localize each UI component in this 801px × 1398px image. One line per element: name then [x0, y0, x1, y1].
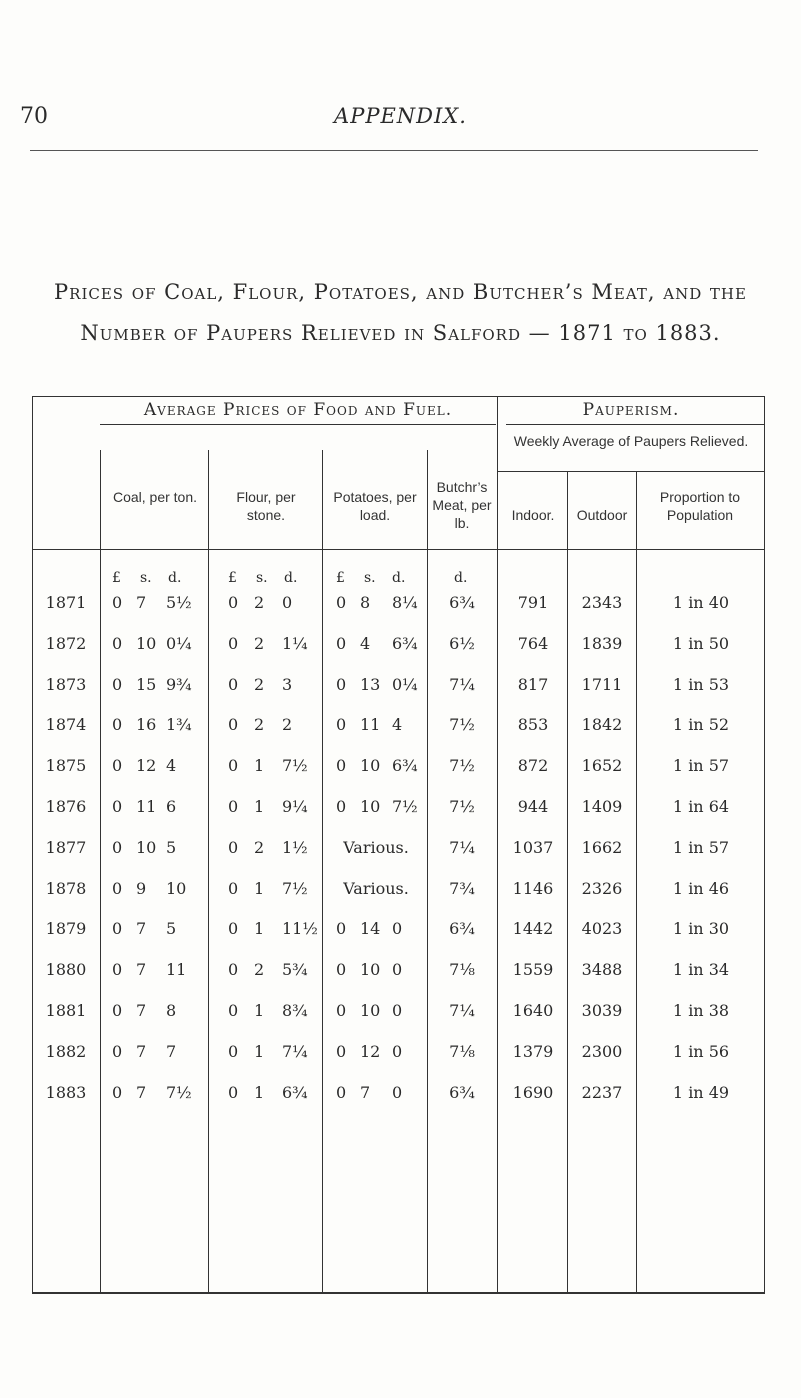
cell-proportion: 1 in 57 [672, 837, 730, 857]
cell-coal-0: 0 [112, 674, 123, 694]
cell-coal-0: 0 [112, 715, 123, 735]
cell-meat: 7⅛ [449, 960, 475, 980]
cell-coal-1: 7 [136, 1082, 147, 1102]
table-row [0, 960, 801, 1000]
cell-proportion: 1 in 56 [672, 1041, 730, 1061]
cell-year: 1877 [45, 837, 87, 857]
pauperism-group-rule [506, 424, 764, 425]
meat-unit-pence: d. [454, 570, 468, 586]
cell-coal-0: 0 [112, 960, 123, 980]
cell-flour-0: 0 [228, 837, 239, 857]
cell-potatoes-1: 10 [360, 960, 381, 980]
cell-potatoes-1: 10 [360, 1001, 381, 1020]
cell-flour-1: 2 [254, 715, 265, 735]
weekly-average-header: Weekly Average of Paupers Relieved. [513, 433, 749, 449]
cell-meat: 7½ [449, 715, 475, 735]
cell-year: 1871 [45, 593, 87, 612]
cell-proportion: 1 in 53 [672, 674, 730, 694]
cell-meat: 7¼ [449, 1001, 475, 1020]
cell-indoor: 1640 [512, 1001, 554, 1020]
cell-potatoes-2: 4 [392, 715, 403, 735]
cell-potatoes-1: 13 [360, 674, 381, 694]
table-row [0, 797, 801, 837]
cell-year: 1873 [45, 674, 87, 694]
cell-potatoes-0: 0 [336, 674, 347, 694]
cell-meat: 7½ [449, 797, 475, 816]
cell-coal-0: 0 [112, 878, 123, 898]
cell-potatoes-0: 0 [336, 797, 347, 816]
cell-flour-1: 1 [254, 797, 265, 816]
cell-flour-2: 11½ [282, 919, 318, 939]
header-rule [30, 150, 758, 151]
meat-header: Butchr’s Meat, per lb. [432, 479, 492, 531]
cell-flour-2: 7½ [282, 756, 308, 776]
cell-outdoor: 1409 [581, 797, 623, 816]
table-row [0, 879, 801, 919]
cell-flour-1: 2 [254, 633, 265, 653]
cell-potatoes-1: 4 [360, 633, 371, 653]
cell-meat: 6¾ [449, 1082, 475, 1102]
cell-flour-0: 0 [228, 797, 239, 816]
cell-indoor: 1690 [512, 1082, 554, 1102]
cell-meat: 6¾ [449, 919, 475, 939]
cell-flour-1: 1 [254, 1001, 265, 1020]
cell-indoor: 872 [517, 756, 549, 776]
cell-flour-2: 1¼ [282, 633, 308, 653]
cell-meat: 7½ [449, 756, 475, 776]
cell-flour-1: 2 [254, 674, 265, 694]
cell-potatoes-0: 0 [336, 593, 347, 612]
cell-year: 1879 [45, 919, 87, 939]
flour-unit-shillings: s. [256, 570, 268, 586]
cell-coal-0: 0 [112, 633, 123, 653]
cell-indoor: 1146 [512, 878, 554, 898]
cell-indoor: 1379 [512, 1041, 554, 1061]
cell-potatoes-0: 0 [336, 1082, 347, 1102]
cell-coal-1: 7 [136, 960, 147, 980]
cell-meat: 7¼ [449, 837, 475, 857]
cell-flour-0: 0 [228, 1041, 239, 1061]
cell-coal-0: 0 [112, 1001, 123, 1020]
cell-flour-0: 0 [228, 756, 239, 776]
cell-proportion: 1 in 57 [672, 756, 730, 776]
cell-potatoes-2: 0 [392, 960, 403, 980]
cell-proportion: 1 in 52 [672, 715, 730, 735]
cell-potatoes-2: 0¼ [392, 674, 418, 694]
cell-coal-1: 15 [136, 674, 157, 694]
cell-flour-0: 0 [228, 1082, 239, 1102]
cell-potatoes-1: 14 [360, 919, 381, 939]
cell-potatoes-2: 6¾ [392, 633, 418, 653]
cell-coal-0: 0 [112, 919, 123, 939]
cell-outdoor: 1662 [581, 837, 623, 857]
cell-potatoes-1: 10 [360, 797, 381, 816]
outdoor-header: Outdoor [576, 507, 628, 523]
cell-flour-0: 0 [228, 593, 239, 612]
cell-coal-2: 5 [166, 919, 177, 939]
cell-potatoes-2: 0 [392, 919, 403, 939]
cell-potatoes-1: 10 [360, 756, 381, 776]
cell-outdoor: 4023 [581, 919, 623, 939]
cell-potatoes-1: 8 [360, 593, 371, 612]
cell-potatoes-0: 0 [336, 633, 347, 653]
table-row [0, 838, 801, 878]
cell-proportion: 1 in 49 [672, 1082, 730, 1102]
cell-coal-2: 11 [166, 960, 187, 980]
cell-flour-2: 5¾ [282, 960, 308, 980]
cell-proportion: 1 in 38 [672, 1001, 730, 1020]
cell-flour-2: 6¾ [282, 1082, 308, 1102]
cell-coal-1: 7 [136, 1041, 147, 1061]
cell-flour-1: 2 [254, 837, 265, 857]
cell-potatoes-1: 11 [360, 715, 381, 735]
cell-potatoes-2: 0 [392, 1082, 403, 1102]
cell-coal-1: 9 [136, 878, 147, 898]
cell-flour-1: 1 [254, 1082, 265, 1102]
cell-meat: 6¾ [449, 593, 475, 612]
cell-coal-2: 1¾ [166, 715, 192, 735]
cell-year: 1882 [45, 1041, 87, 1061]
cell-coal-1: 7 [136, 1001, 147, 1020]
cell-potatoes-1: 12 [360, 1041, 381, 1061]
cell-flour-1: 2 [254, 960, 265, 980]
table-row [0, 1083, 801, 1123]
cell-year: 1876 [45, 797, 87, 816]
flour-unit-pounds: £ [228, 570, 237, 586]
cell-proportion: 1 in 46 [672, 878, 730, 898]
table-row [0, 715, 801, 755]
cell-year: 1874 [45, 715, 87, 735]
cell-year: 1880 [45, 960, 87, 980]
cell-coal-1: 10 [136, 837, 157, 857]
cell-meat: 7¾ [449, 878, 475, 898]
cell-flour-0: 0 [228, 633, 239, 653]
cell-year: 1883 [45, 1082, 87, 1102]
cell-coal-0: 0 [112, 593, 123, 612]
table-bottom-rule [32, 1292, 765, 1294]
potatoes-unit-pence: d. [392, 570, 406, 586]
cell-flour-2: 8¾ [282, 1001, 308, 1020]
cell-year: 1875 [45, 756, 87, 776]
table-row [0, 1001, 801, 1041]
cell-indoor: 1037 [512, 837, 554, 857]
cell-outdoor: 3039 [581, 1001, 623, 1020]
cell-potatoes-0: 0 [336, 1001, 347, 1020]
cell-proportion: 1 in 50 [672, 633, 730, 653]
cell-coal-2: 7 [166, 1041, 177, 1061]
cell-proportion: 1 in 30 [672, 919, 730, 939]
cell-potatoes-2: 0 [392, 1001, 403, 1020]
cell-potatoes-2: 6¾ [392, 756, 418, 776]
cell-potatoes-1: 7 [360, 1082, 371, 1102]
cell-flour-1: 1 [254, 756, 265, 776]
coal-unit-shillings: s. [140, 570, 152, 586]
cell-flour-0: 0 [228, 674, 239, 694]
cell-coal-2: 9¾ [166, 674, 192, 694]
cell-flour-2: 7½ [282, 878, 308, 898]
table-title-line-1: Prices of Coal, Flour, Potatoes, and Butcher’s Meat, and the [54, 280, 747, 304]
cell-indoor: 764 [517, 633, 549, 653]
weekly-average-rule [498, 471, 764, 472]
cell-indoor: 1559 [512, 960, 554, 980]
cell-potatoes-2: 7½ [392, 797, 418, 816]
cell-meat: 6½ [449, 633, 475, 653]
coal-unit-pounds: £ [112, 570, 121, 586]
cell-flour-2: 3 [282, 674, 293, 694]
cell-flour-0: 0 [228, 1001, 239, 1020]
cell-indoor: 944 [517, 797, 549, 816]
cell-coal-0: 0 [112, 756, 123, 776]
cell-coal-0: 0 [112, 1041, 123, 1061]
table-title-line-2: Number of Paupers Relieved in Salford — 1871 to 1883. [80, 321, 721, 345]
cell-outdoor: 2237 [581, 1082, 623, 1102]
coal-header: Coal, per ton. [112, 489, 198, 505]
cell-coal-2: 6 [166, 797, 177, 816]
cell-flour-0: 0 [228, 715, 239, 735]
potatoes-unit-shillings: s. [364, 570, 376, 586]
cell-potatoes-various: Various. [343, 837, 409, 857]
cell-outdoor: 1839 [581, 633, 623, 653]
cell-potatoes-0: 0 [336, 715, 347, 735]
cell-proportion: 1 in 40 [672, 593, 730, 612]
cell-indoor: 853 [517, 715, 549, 735]
cell-proportion: 1 in 64 [672, 797, 730, 816]
cell-coal-1: 10 [136, 633, 157, 653]
cell-coal-0: 0 [112, 837, 123, 857]
cell-coal-1: 16 [136, 715, 157, 735]
cell-potatoes-0: 0 [336, 1041, 347, 1061]
cell-coal-2: 10 [166, 878, 187, 898]
cell-potatoes-0: 0 [336, 756, 347, 776]
cell-outdoor: 1842 [581, 715, 623, 735]
cell-indoor: 817 [517, 674, 549, 694]
cell-coal-2: 0¼ [166, 633, 192, 653]
coal-unit-pence: d. [168, 570, 182, 586]
table-row [0, 1042, 801, 1082]
potatoes-unit-pounds: £ [336, 570, 345, 586]
cell-flour-2: 9¼ [282, 797, 308, 816]
cell-flour-1: 2 [254, 593, 265, 612]
cell-coal-2: 4 [166, 756, 177, 776]
cell-flour-2: 2 [282, 715, 293, 735]
flour-unit-pence: d. [284, 570, 298, 586]
cell-meat: 7⅛ [449, 1041, 475, 1061]
table-row [0, 756, 801, 796]
proportion-header: Proportion to Population [659, 489, 741, 523]
cell-flour-0: 0 [228, 960, 239, 980]
cell-flour-0: 0 [228, 919, 239, 939]
cell-outdoor: 1652 [581, 756, 623, 776]
prices-group-rule [100, 424, 496, 425]
table-top-rule [32, 396, 765, 397]
prices-group-header: Average Prices of Food and Fuel. [143, 400, 453, 420]
indoor-header: Indoor. [511, 507, 555, 523]
cell-potatoes-2: 0 [392, 1041, 403, 1061]
cell-coal-0: 0 [112, 1082, 123, 1102]
cell-outdoor: 1711 [581, 674, 623, 694]
cell-outdoor: 2343 [581, 593, 623, 612]
cell-year: 1878 [45, 878, 87, 898]
cell-coal-1: 12 [136, 756, 157, 776]
table-row [0, 634, 801, 674]
cell-coal-2: 7½ [166, 1082, 192, 1102]
cell-indoor: 1442 [512, 919, 554, 939]
cell-coal-1: 7 [136, 593, 147, 612]
cell-year: 1881 [45, 1001, 87, 1020]
cell-coal-2: 5 [166, 837, 177, 857]
cell-potatoes-2: 8¼ [392, 593, 418, 612]
table-row [0, 675, 801, 715]
cell-flour-1: 1 [254, 1041, 265, 1061]
cell-potatoes-0: 0 [336, 919, 347, 939]
flour-header: Flour, per stone. [236, 489, 296, 523]
cell-outdoor: 2300 [581, 1041, 623, 1061]
running-head: APPENDIX. [334, 104, 467, 128]
cell-flour-2: 0 [282, 593, 293, 612]
potatoes-header: Potatoes, per load. [333, 489, 417, 523]
cell-meat: 7¼ [449, 674, 475, 694]
cell-coal-0: 0 [112, 797, 123, 816]
cell-coal-2: 8 [166, 1001, 177, 1020]
cell-flour-1: 1 [254, 878, 265, 898]
cell-coal-1: 11 [136, 797, 157, 816]
column-header-rule [32, 549, 765, 550]
table-row [0, 919, 801, 959]
cell-potatoes-0: 0 [336, 960, 347, 980]
cell-outdoor: 2326 [581, 878, 623, 898]
cell-flour-2: 1½ [282, 837, 308, 857]
cell-potatoes-various: Various. [343, 878, 409, 898]
pauperism-group-header: Pauperism. [582, 400, 680, 420]
cell-proportion: 1 in 34 [672, 960, 730, 980]
cell-outdoor: 3488 [581, 960, 623, 980]
cell-flour-2: 7¼ [282, 1041, 308, 1061]
cell-indoor: 791 [517, 593, 549, 612]
cell-coal-1: 7 [136, 919, 147, 939]
cell-flour-1: 1 [254, 919, 265, 939]
page-number: 70 [20, 104, 48, 129]
cell-coal-2: 5½ [166, 593, 192, 612]
cell-year: 1872 [45, 633, 87, 653]
cell-flour-0: 0 [228, 878, 239, 898]
table-row [0, 593, 801, 633]
